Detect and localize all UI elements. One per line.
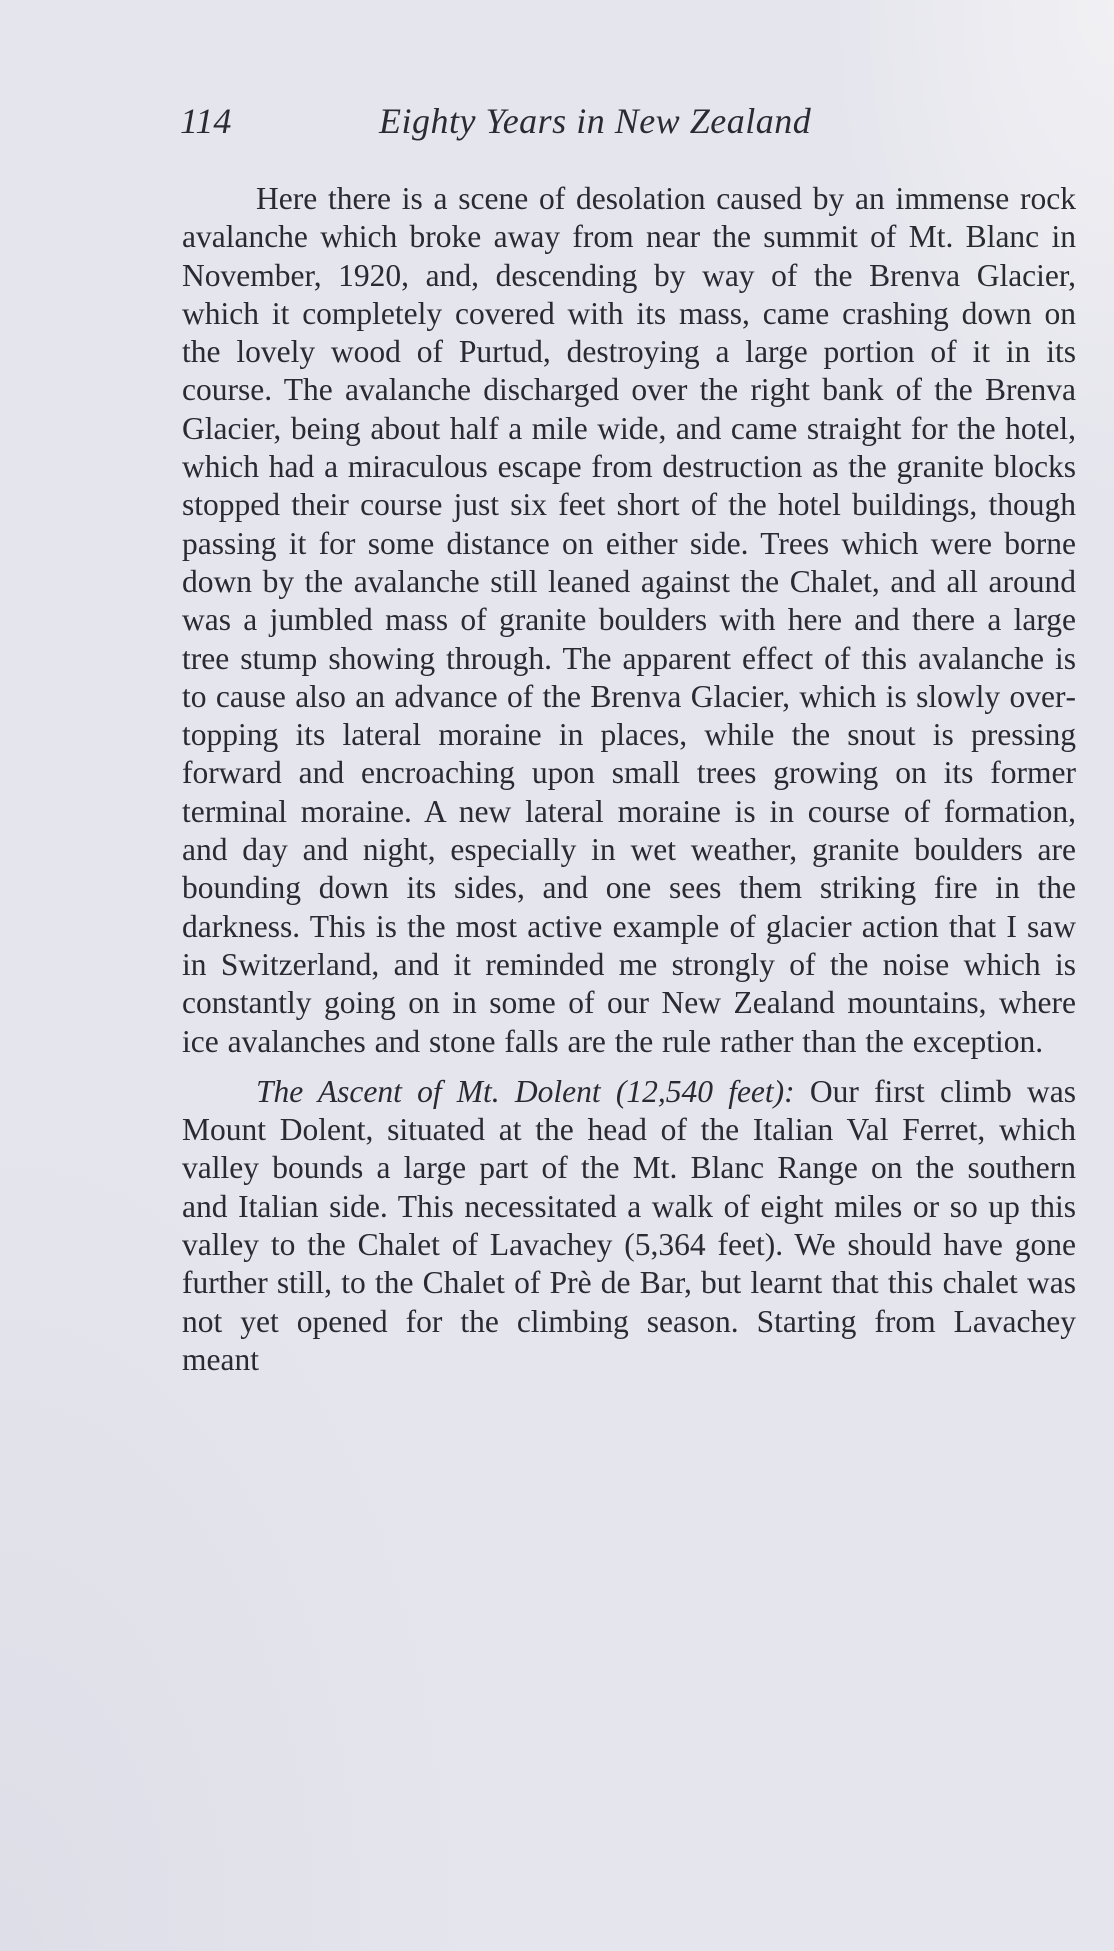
- body-text: [182, 180, 1076, 1379]
- section-heading: The Ascent of Mt. Dolent (12,540 feet):: [256, 1073, 795, 1109]
- paragraph-dolent-ascent: [182, 1073, 1076, 1379]
- paragraph-dolent-text: Our first climb was Mount Dolent, situated at the head of the Italian Val Ferret, which valley bounds a large part of the Mt. Blanc Range on the southern and Italian side. This necessitated a walk of eight miles or so up this valley to the Chalet of Lavachey (5,364 feet). We should have gone further still, to the Chalet of Prè de Bar, but learnt that this chalet was not yet opened for the climbing season. Starting from Lavachey meant: [182, 1073, 1076, 1377]
- page-number: 114: [180, 101, 232, 141]
- running-head: [180, 96, 880, 146]
- paragraph-avalanche: Here there is a scene of desolation caused by an immense rock avalanche which broke away from near the summit of Mt. Blanc in November, 1920, and, descending by way of the Brenva Glacier, which it completely covered with its mass, came crashing down on the lovely wood of Purtud, destroying a large portion of it in its course. The avalanche discharged over the right bank of the Brenva Glacier, being about half a mile wide, and came straight for the hotel, which had a miraculous escape from destruction as the granite blocks stopped their course just six feet short of the hotel buildings, though passing it for some distance on either side. Trees which were borne down by the avalanche still leaned against the Chalet, and all around was a jumbled mass of granite boulders with here and there a large tree stump showing through. The apparent effect of this avalanche is to cause also an advance of the Brenva Glacier, which is slowly overtopping its lateral moraine in places, while the snout is pressing forward and encroaching upon small trees growing on its former terminal moraine. A new lateral moraine is in course of formation, and day and night, especially in wet weather, granite boulders are bounding down its sides, and one sees them striking fire in the darkness. This is the most active example of glacier action that I saw in Switzerland, and it reminded me strongly of the noise which is constantly going on in some of our New Zealand mountains, where ice avalanches and stone falls are the rule rather than the exception.: [182, 181, 1076, 1059]
- running-title: Eighty Years in New Zealand: [379, 101, 812, 141]
